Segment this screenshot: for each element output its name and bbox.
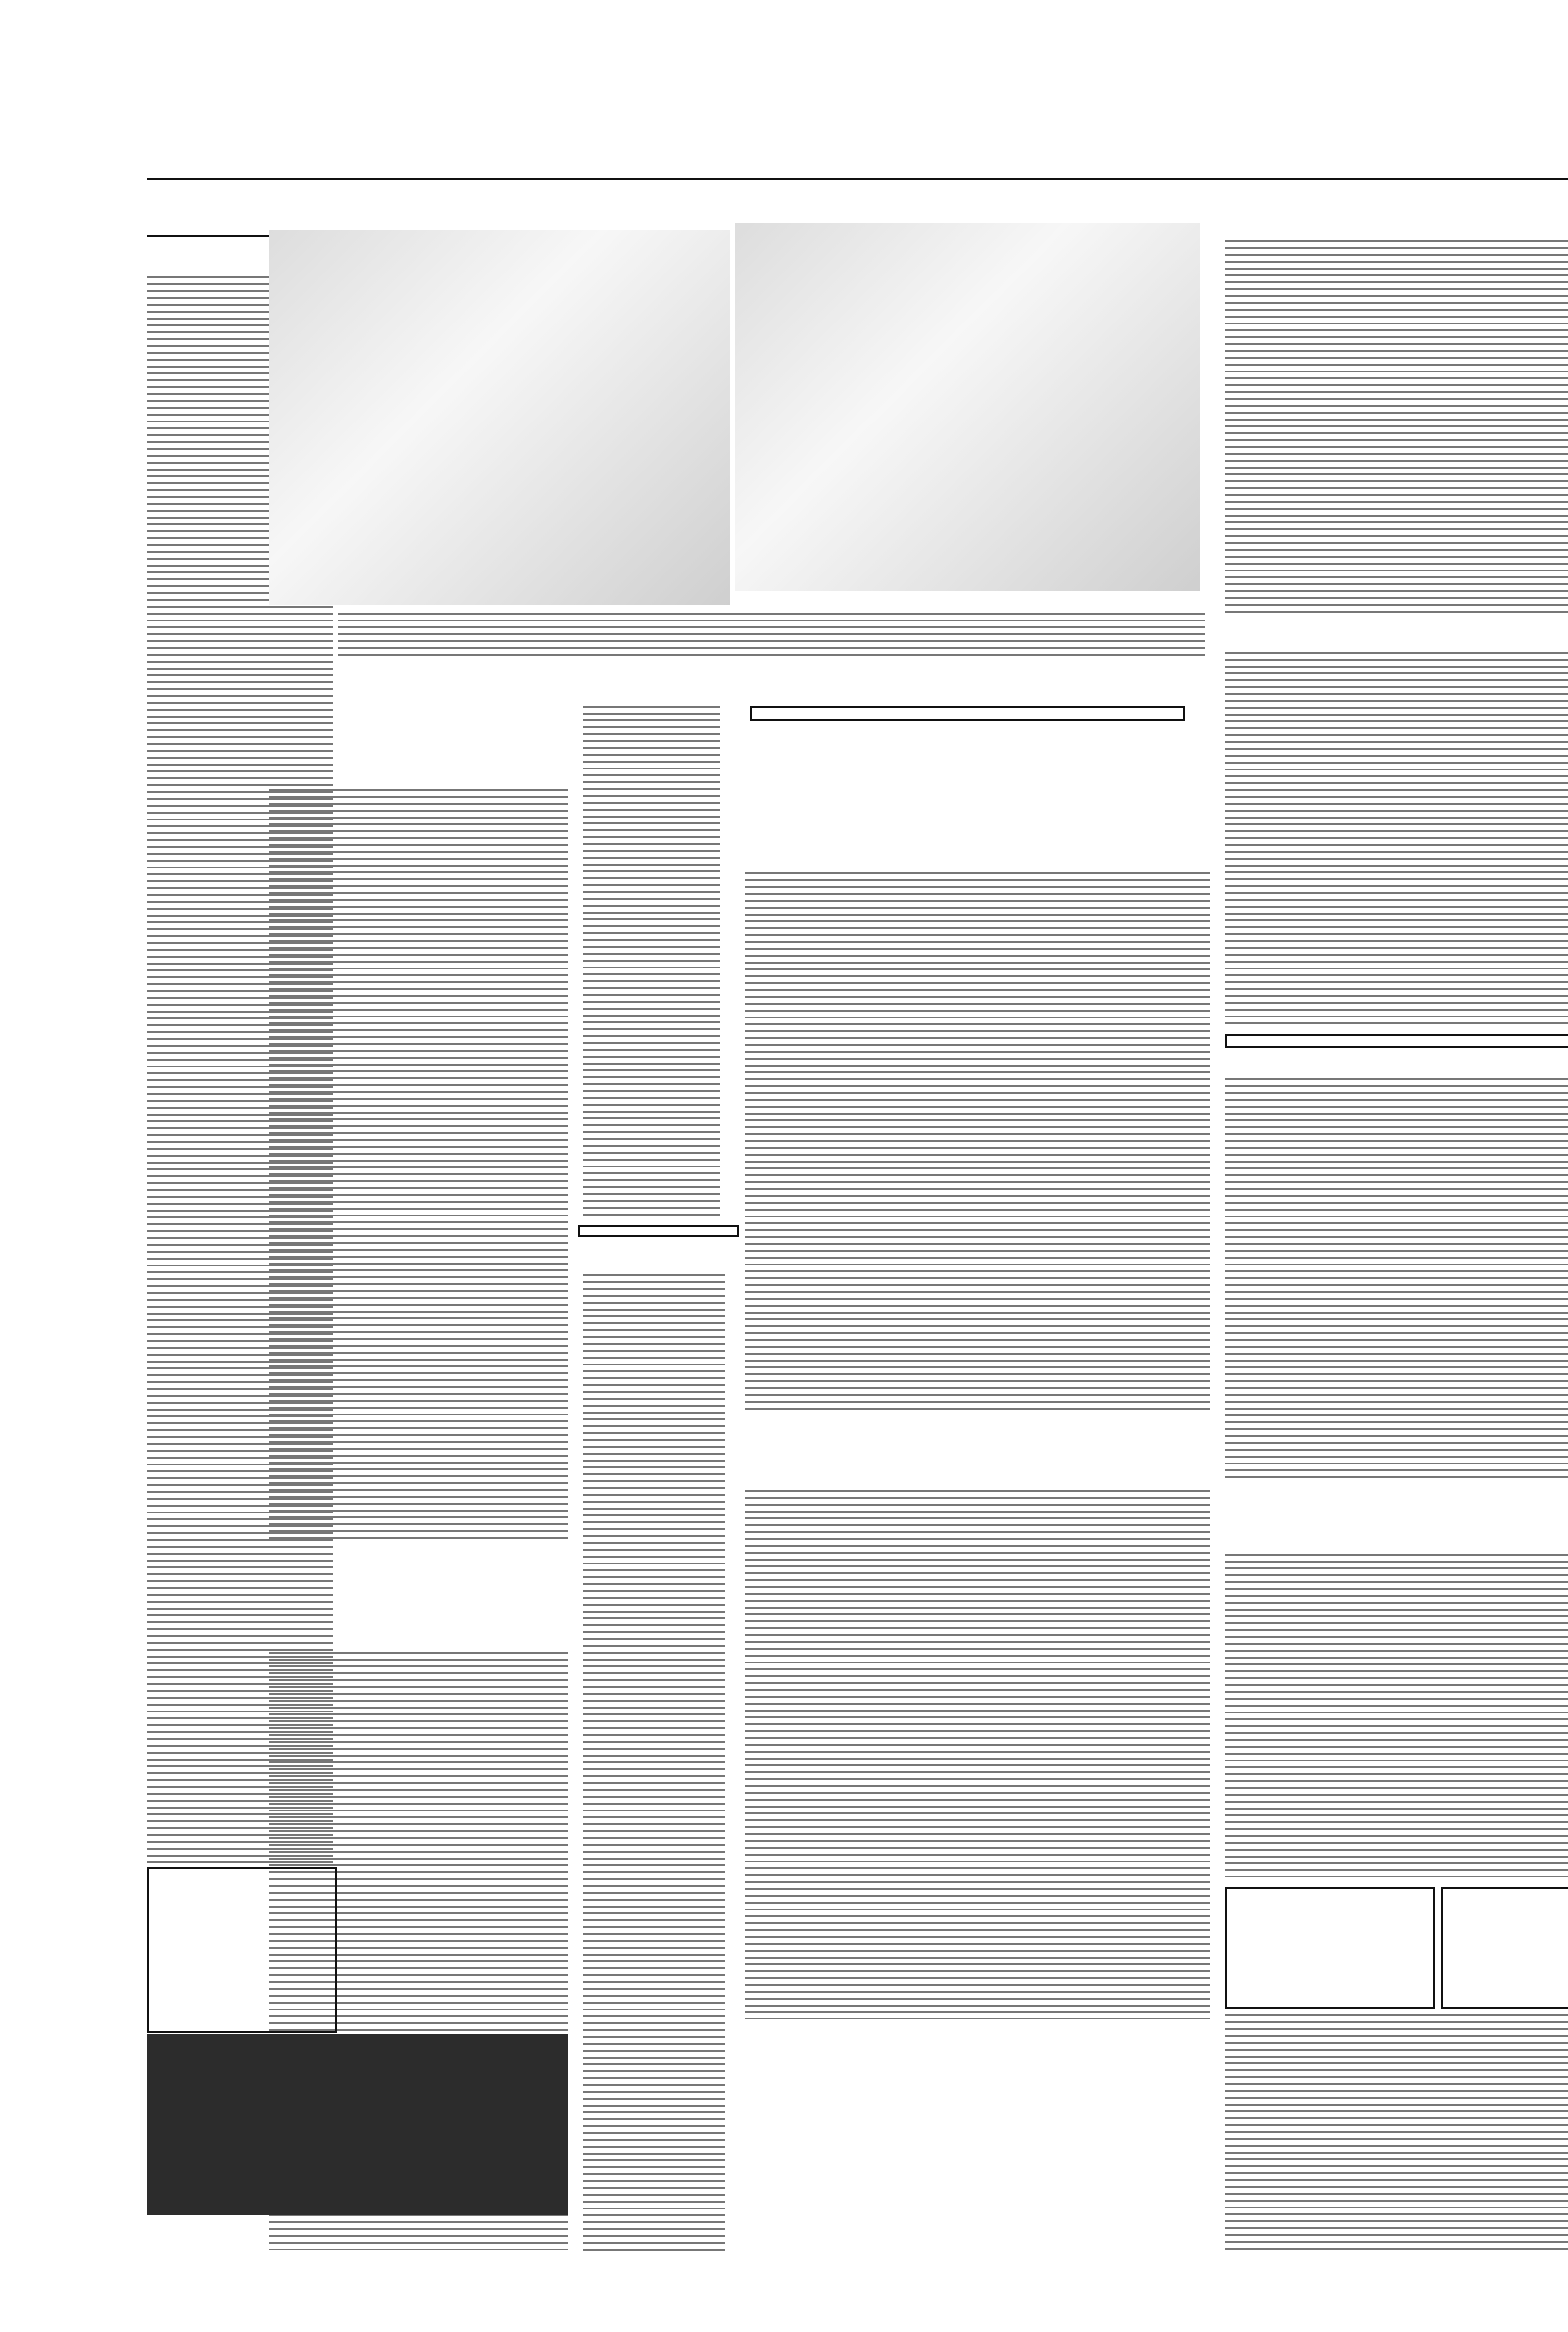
- church-text: [1225, 1078, 1568, 1480]
- baths-ad-photo: [147, 2034, 568, 2215]
- book-text: [745, 872, 1210, 1412]
- water-text: [1225, 1554, 1568, 1877]
- article-text: [1225, 652, 1568, 1024]
- group-photo: [270, 230, 730, 605]
- tender-ad: [1441, 1887, 1568, 2009]
- church-headline: [1225, 1034, 1568, 1048]
- market-table: [583, 706, 720, 1216]
- cadio-heading: [578, 1225, 739, 1237]
- right-lead-text: [1225, 240, 1568, 613]
- book-title: [750, 706, 1185, 721]
- sports-photo: [735, 223, 1200, 591]
- ef-mpi-text: [745, 1490, 1210, 2019]
- photo-caption: [338, 613, 1205, 657]
- bottom-right-text: [1225, 2014, 1568, 2255]
- header-rule: [147, 178, 1568, 180]
- doctor-ad: [1225, 1887, 1435, 2009]
- forest-text: [270, 789, 568, 1544]
- bones-ad: [147, 1867, 337, 2033]
- cadio-text: [583, 1274, 725, 2255]
